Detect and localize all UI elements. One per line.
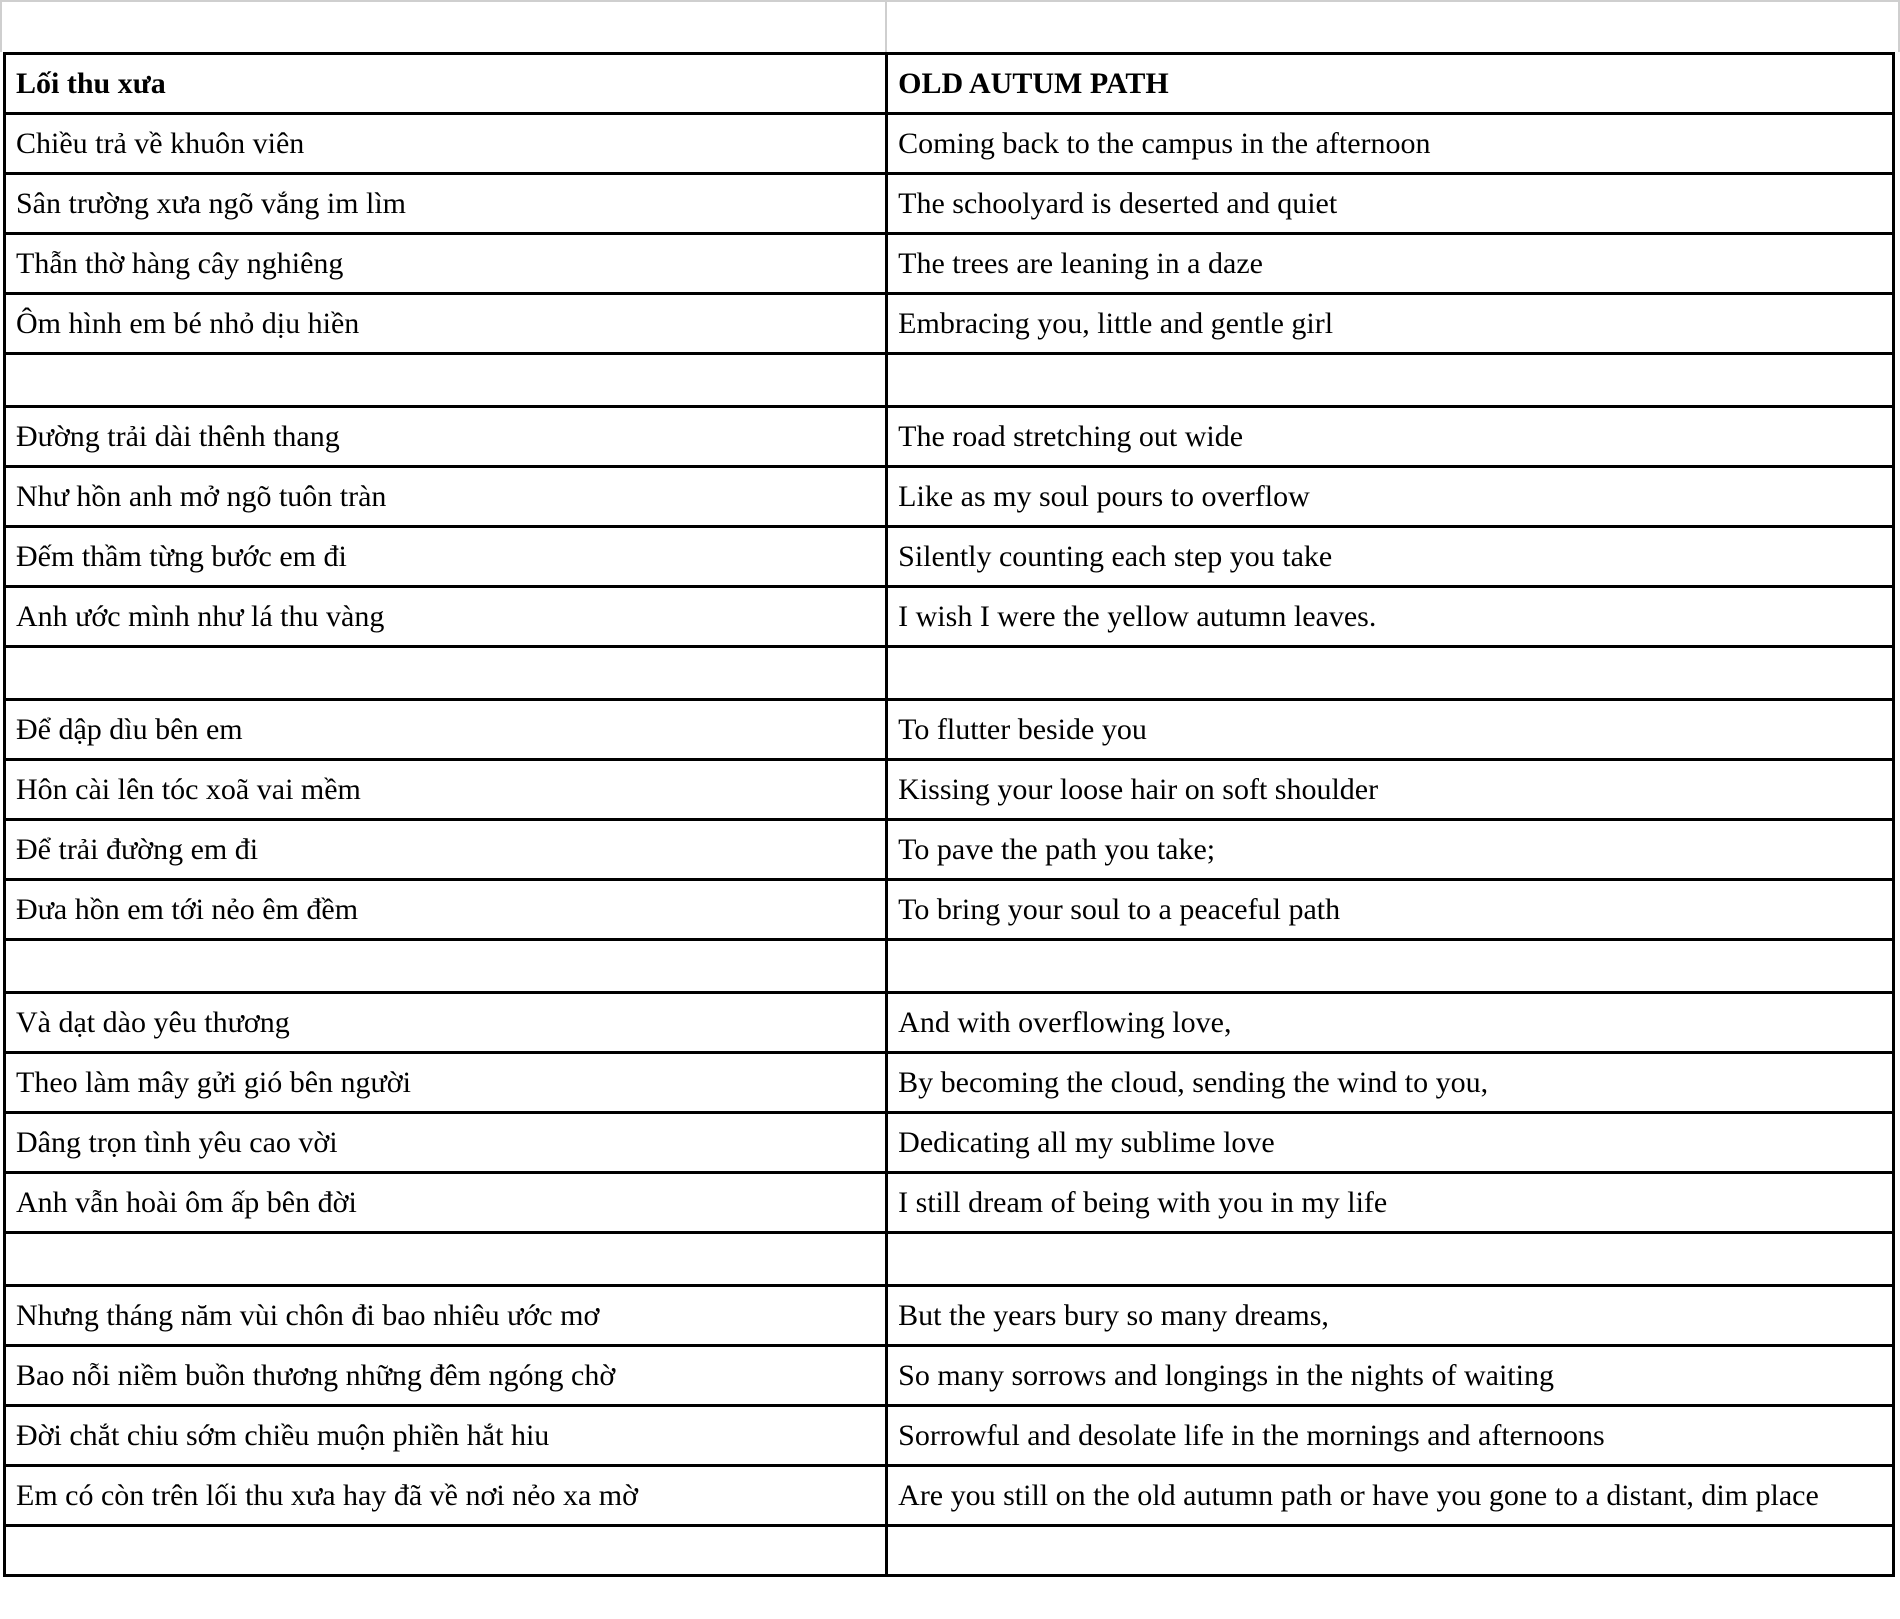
vietnamese-cell: Bao nỗi niềm buồn thương những đêm ngóng chờ: [5, 1346, 887, 1406]
vietnamese-cell: Để dập dìu bên em: [5, 700, 887, 760]
table-row: [5, 407, 1894, 467]
english-cell: By becoming the cloud, sending the wind to you,: [887, 1053, 1894, 1113]
table-row: [5, 1406, 1894, 1466]
english-cell: I wish I were the yellow autumn leaves.: [887, 587, 1894, 647]
vietnamese-cell: Để trải đường em đi: [5, 820, 887, 880]
english-cell: Dedicating all my sublime love: [887, 1113, 1894, 1173]
vietnamese-cell: Ôm hình em bé nhỏ dịu hiền: [5, 294, 887, 354]
vietnamese-cell: [5, 354, 887, 407]
english-cell: Kissing your loose hair on soft shoulder: [887, 760, 1894, 820]
vietnamese-cell: Chiều trả về khuôn viên: [5, 114, 887, 174]
english-cell: But the years bury so many dreams,: [887, 1286, 1894, 1346]
vietnamese-cell: Đường trải dài thênh thang: [5, 407, 887, 467]
english-cell: Silently counting each step you take: [887, 527, 1894, 587]
table-row: [5, 467, 1894, 527]
table-body: [5, 54, 1894, 1576]
table-header-row: [5, 54, 1894, 114]
table-row: [5, 234, 1894, 294]
vietnamese-cell: [5, 1526, 887, 1576]
english-cell: So many sorrows and longings in the nights of waiting: [887, 1346, 1894, 1406]
vietnamese-cell: Sân trường xưa ngõ vắng im lìm: [5, 174, 887, 234]
vietnamese-cell: [5, 940, 887, 993]
english-cell: [887, 1526, 1894, 1576]
table-row: [5, 820, 1894, 880]
table-row: [5, 587, 1894, 647]
english-cell: [887, 1233, 1894, 1286]
vietnamese-cell: Đời chắt chiu sớm chiều muộn phiền hắt hiu: [5, 1406, 887, 1466]
table-row: [5, 1286, 1894, 1346]
table-row: [5, 993, 1894, 1053]
english-cell: The trees are leaning in a daze: [887, 234, 1894, 294]
table-row: [5, 700, 1894, 760]
english-cell: I still dream of being with you in my life: [887, 1173, 1894, 1233]
lyrics-translation-table: [3, 52, 1895, 1577]
vietnamese-cell: Hôn cài lên tóc xoã vai mềm: [5, 760, 887, 820]
vietnamese-cell: Em có còn trên lối thu xưa hay đã về nơi nẻo xa mờ: [5, 1466, 887, 1526]
vietnamese-cell: Anh vẫn hoài ôm ấp bên đời: [5, 1173, 887, 1233]
english-cell: Coming back to the campus in the afternoon: [887, 114, 1894, 174]
cropped-cell-right: [887, 2, 1900, 52]
cropped-cell-left: [0, 2, 887, 52]
vietnamese-cell: Như hồn anh mở ngõ tuôn tràn: [5, 467, 887, 527]
vietnamese-cell: Thẫn thờ hàng cây nghiêng: [5, 234, 887, 294]
english-cell: The road stretching out wide: [887, 407, 1894, 467]
song-title-english: OLD AUTUM PATH: [887, 54, 1894, 114]
song-title-vietnamese: Lối thu xưa: [5, 54, 887, 114]
vietnamese-cell: Dâng trọn tình yêu cao vời: [5, 1113, 887, 1173]
separator-row: [5, 1526, 1894, 1576]
english-cell: [887, 647, 1894, 700]
table-row: [5, 1466, 1894, 1526]
english-cell: And with overflowing love,: [887, 993, 1894, 1053]
english-cell: Are you still on the old autumn path or have you gone to a distant, dim place: [887, 1466, 1894, 1526]
table-row: [5, 294, 1894, 354]
vietnamese-cell: [5, 647, 887, 700]
separator-row: [5, 940, 1894, 993]
english-cell: To pave the path you take;: [887, 820, 1894, 880]
separator-row: [5, 354, 1894, 407]
table-row: [5, 527, 1894, 587]
vietnamese-cell: Anh ước mình như lá thu vàng: [5, 587, 887, 647]
english-cell: [887, 354, 1894, 407]
table-row: [5, 880, 1894, 940]
english-cell: Embracing you, little and gentle girl: [887, 294, 1894, 354]
vietnamese-cell: Đếm thầm từng bước em đi: [5, 527, 887, 587]
english-cell: To bring your soul to a peaceful path: [887, 880, 1894, 940]
table-row: [5, 760, 1894, 820]
table-row: [5, 1113, 1894, 1173]
table-row: [5, 1053, 1894, 1113]
table-row: [5, 1173, 1894, 1233]
english-cell: To flutter beside you: [887, 700, 1894, 760]
vietnamese-cell: Đưa hồn em tới nẻo êm đềm: [5, 880, 887, 940]
table-row: [5, 1346, 1894, 1406]
english-cell: The schoolyard is deserted and quiet: [887, 174, 1894, 234]
separator-row: [5, 647, 1894, 700]
vietnamese-cell: [5, 1233, 887, 1286]
cropped-row-above-table: [0, 0, 1900, 52]
separator-row: [5, 1233, 1894, 1286]
table-row: [5, 114, 1894, 174]
table-row: [5, 174, 1894, 234]
english-cell: Like as my soul pours to overflow: [887, 467, 1894, 527]
english-cell: [887, 940, 1894, 993]
vietnamese-cell: Và dạt dào yêu thương: [5, 993, 887, 1053]
vietnamese-cell: Theo làm mây gửi gió bên người: [5, 1053, 887, 1113]
vietnamese-cell: Nhưng tháng năm vùi chôn đi bao nhiêu ước mơ: [5, 1286, 887, 1346]
english-cell: Sorrowful and desolate life in the mornings and afternoons: [887, 1406, 1894, 1466]
